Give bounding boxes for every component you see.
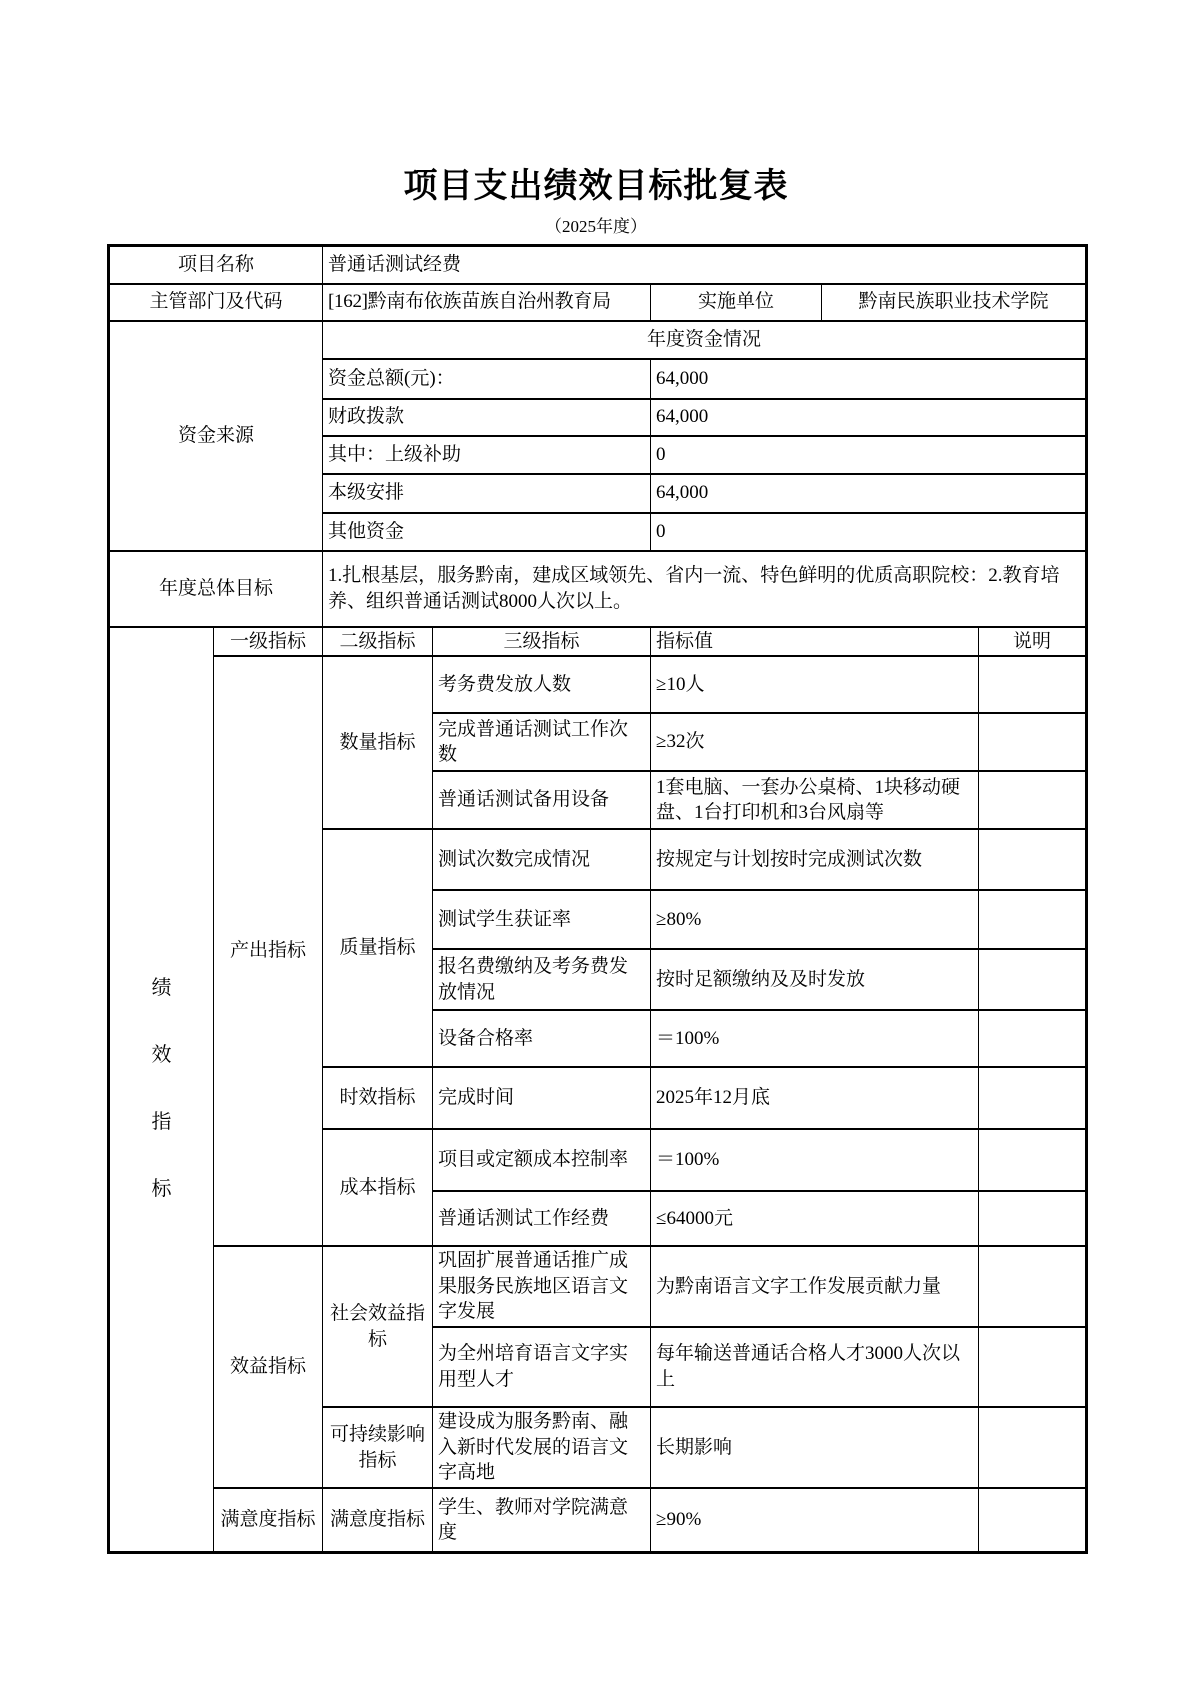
funding-total-value: 64,000 [651,359,1087,399]
indicator-l3-cell: 报名费缴纳及考务费发放情况 [433,949,651,1010]
indicator-value-cell: ＝100% [651,1129,979,1191]
indicators-side-label [109,627,214,1553]
header-level1: 一级指标 [214,627,323,657]
performance-target-table [107,244,1088,1554]
indicator-l3-cell: 测试学生获证率 [433,890,651,949]
funding-total-label: 资金总额(元)： [323,359,651,399]
indicator-value-cell: 2025年12月底 [651,1067,979,1129]
indicator-value-cell: ≥80% [651,890,979,949]
indicator-value-cell: ≥90% [651,1488,979,1553]
page-subtitle: （2025年度） [545,217,647,236]
funding-local-value: 64,000 [651,474,1087,513]
funding-source-label: 资金来源 [109,321,323,551]
indicator-note-cell [979,713,1087,771]
indicator-l3-cell: 学生、教师对学院满意度 [433,1488,651,1553]
department-value: [162]黔南布依族苗族自治州教育局 [323,284,651,321]
indicator-value-cell: 长期影响 [651,1407,979,1488]
indicator-value-cell: 1套电脑、一套办公桌椅、1块移动硬盘、1台打印机和3台风扇等 [651,771,979,829]
indicator-note-cell [979,1129,1087,1191]
project-name-label: 项目名称 [109,246,323,284]
indicator-note-cell [979,1407,1087,1488]
header-note: 说明 [979,627,1087,657]
indicator-note-cell [979,1010,1087,1067]
indicator-l3-cell: 巩固扩展普通话推广成果服务民族地区语言文字发展 [433,1246,651,1327]
page-title: 项目支出绩效目标批复表 [403,168,789,205]
indicator-note-cell [979,1067,1087,1129]
funding-other-label: 其他资金 [323,513,651,551]
level2-cost: 成本指标 [323,1129,433,1246]
indicator-value-cell: 按时足额缴纳及及时发放 [651,949,979,1010]
funding-section-title: 年度资金情况 [323,321,1087,359]
funding-higher-subsidy-label: 其中：上级补助 [323,436,651,474]
level1-output: 产出指标 [214,656,323,1246]
indicator-note-cell [979,1246,1087,1327]
indicator-value-cell: ≥10人 [651,656,979,713]
funding-other-value: 0 [651,513,1087,551]
indicator-value-cell: 为黔南语言文字工作发展贡献力量 [651,1246,979,1327]
level2-timeliness: 时效指标 [323,1067,433,1129]
indicator-l3-cell: 测试次数完成情况 [433,829,651,890]
indicator-l3-cell: 普通话测试工作经费 [433,1191,651,1246]
level2-quality: 质量指标 [323,829,433,1067]
indicator-note-cell [979,949,1087,1010]
funding-higher-subsidy-value: 0 [651,436,1087,474]
indicator-value-cell: 每年输送普通话合格人才3000人次以上 [651,1327,979,1407]
indicator-note-cell [979,771,1087,829]
header-level3: 三级指标 [433,627,651,657]
funding-fiscal-label: 财政拨款 [323,399,651,436]
table-row [109,1246,1087,1327]
level2-sustainability: 可持续影响指标 [323,1407,433,1488]
implement-unit-value: 黔南民族职业技术学院 [822,284,1087,321]
project-name-value: 普通话测试经费 [323,246,1087,284]
indicator-note-cell [979,656,1087,713]
table-row [109,656,1087,713]
indicator-l3-cell: 普通话测试备用设备 [433,771,651,829]
indicator-l3-cell: 为全州培育语言文字实用型人才 [433,1327,651,1407]
annual-goal-value: 1.扎根基层，服务黔南，建成区域领先、省内一流、特色鲜明的优质高职院校：2.教育培养、组织普通话测试8000人次以上。 [323,551,1087,627]
header-value: 指标值 [651,627,979,657]
funding-local-label: 本级安排 [323,474,651,513]
indicator-value-cell: ≥32次 [651,713,979,771]
level2-social-benefit: 社会效益指标 [323,1246,433,1407]
level2-quantity: 数量指标 [323,656,433,829]
table-row [109,1488,1087,1553]
level1-satisfaction: 满意度指标 [214,1488,323,1553]
indicator-note-cell [979,1191,1087,1246]
indicators-side-label-text: 绩效指标 [151,977,172,1201]
department-label: 主管部门及代码 [109,284,323,321]
level2-satisfaction: 满意度指标 [323,1488,433,1553]
indicator-l3-cell: 建设成为服务黔南、融入新时代发展的语言文字高地 [433,1407,651,1488]
funding-fiscal-value: 64,000 [651,399,1087,436]
indicator-l3-cell: 完成普通话测试工作次数 [433,713,651,771]
indicator-note-cell [979,1327,1087,1407]
indicator-note-cell [979,829,1087,890]
indicator-value-cell: 按规定与计划按时完成测试次数 [651,829,979,890]
implement-unit-label: 实施单位 [651,284,822,321]
annual-goal-label: 年度总体目标 [109,551,323,627]
indicator-value-cell: ≤64000元 [651,1191,979,1246]
indicator-l3-cell: 考务费发放人数 [433,656,651,713]
indicator-note-cell [979,890,1087,949]
header-level2: 二级指标 [323,627,433,657]
indicator-l3-cell: 完成时间 [433,1067,651,1129]
indicator-l3-cell: 项目或定额成本控制率 [433,1129,651,1191]
indicator-value-cell: ＝100% [651,1010,979,1067]
level1-benefit: 效益指标 [214,1246,323,1488]
indicator-l3-cell: 设备合格率 [433,1010,651,1067]
indicator-note-cell [979,1488,1087,1553]
